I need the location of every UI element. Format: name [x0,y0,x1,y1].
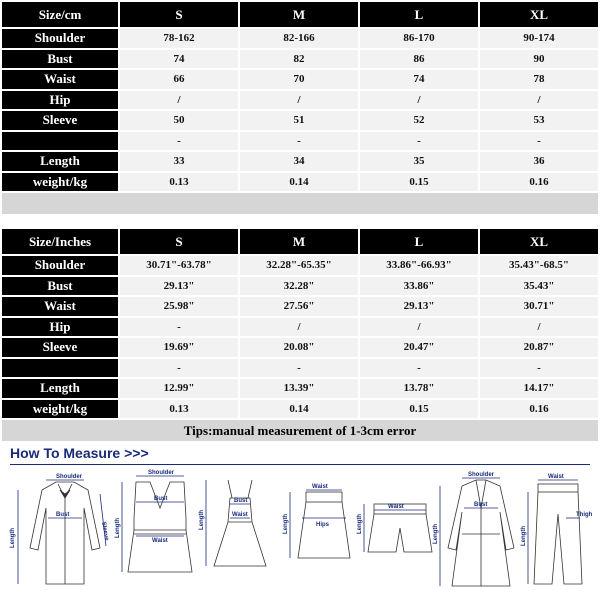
diagram-label: Length [10,528,16,548]
diagram-label: Thigh [576,512,593,518]
row-label [2,132,118,151]
row-label: Waist [2,70,118,89]
diagram-label: Length [521,526,527,546]
diagram-label: Hips [316,522,330,528]
row-label: Hip [2,318,118,337]
table-cell: 12.99" [120,379,238,398]
table-cell: 52 [360,111,478,130]
table-row [2,359,598,378]
table-cell: 33 [120,152,238,171]
row-label: Length [2,152,118,171]
table-cell: / [480,91,598,110]
table-cell: 66 [120,70,238,89]
table-cell: 35.43" [480,277,598,296]
table-cell: 29.13" [360,297,478,316]
row-label: Bust [2,277,118,296]
table-row [2,91,598,110]
table-row [2,297,598,316]
coat-diagram [448,480,514,586]
table-row [2,132,598,151]
table-cell: / [240,91,358,110]
table-cell: - [360,359,478,378]
table-row [2,338,598,357]
diagram-label: Length [115,518,121,538]
table-cell: - [120,132,238,151]
header-cell-m: M [240,2,358,27]
diagram-label: Waist [548,474,564,480]
table-cell: 13.39" [240,379,358,398]
diagram-label: Length [199,510,205,530]
tips-banner: Tips:manual measurement of 1-3cm error [2,420,598,441]
table-row [2,70,598,89]
table-cell: 0.14 [240,173,358,192]
table-cell: 32.28" [240,277,358,296]
table-cell: 20.08" [240,338,358,357]
header-cell-m: M [240,229,358,254]
row-label: weight/kg [2,400,118,419]
table-cell: 30.71" [480,297,598,316]
table-cell: 20.47" [360,338,478,357]
table-header-row [2,2,598,27]
table-cell: 82-166 [240,29,358,48]
table-row [2,111,598,130]
table-cell: 33.86" [360,277,478,296]
table-row [2,256,598,275]
table-cell: - [120,359,238,378]
row-label: Hip [2,91,118,110]
header-cell-size-cm: Size/cm [2,2,118,27]
table-cell: 20.87" [480,338,598,357]
table-row [2,379,598,398]
header-cell-l: L [360,229,478,254]
diagram-label: Length [283,514,289,534]
header-cell-s: S [120,229,238,254]
diagram-label: Bust [154,496,168,502]
diagram-label: Bust [474,502,488,508]
row-label: weight/kg [2,173,118,192]
table-cell: 0.16 [480,400,598,419]
table-cell: / [120,91,238,110]
table-cell: 0.14 [240,400,358,419]
table-cell: 74 [120,50,238,69]
header-cell-xl: XL [480,229,598,254]
table-cell: / [360,91,478,110]
size-table-cm [0,0,600,193]
diagram-label: Waist [388,504,404,510]
table-cell: 86 [360,50,478,69]
shorts-diagram [368,504,432,552]
row-label: Sleeve [2,111,118,130]
blouse-diagram [30,482,100,584]
header-cell-xl: XL [480,2,598,27]
table-cell: 0.13 [120,173,238,192]
diagram-label: Shoulder [468,472,495,478]
measurement-diagrams [0,468,600,598]
diagram-label: Sleeve [100,521,110,542]
row-label: Shoulder [2,256,118,275]
table-cell: 33.86"-66.93" [360,256,478,275]
header-cell-s: S [120,2,238,27]
row-label: Shoulder [2,29,118,48]
table-header-row [2,229,598,254]
diagram-label: Shoulder [56,474,83,480]
table-cell: - [240,359,358,378]
table-cell: 50 [120,111,238,130]
table-cell: 35 [360,152,478,171]
table-row [2,173,598,192]
table-cell: 70 [240,70,358,89]
table-cell: 30.71"-63.78" [120,256,238,275]
pants-diagram [534,484,582,584]
table-cell: - [480,359,598,378]
table-cell: - [240,132,358,151]
table-cell: - [360,132,478,151]
row-label: Bust [2,50,118,69]
table-cell: / [360,318,478,337]
row-label: Length [2,379,118,398]
table-cell: 29.13" [120,277,238,296]
diagram-label: Shoulder [148,470,175,476]
table-cell: 27.56" [240,297,358,316]
table-cell: 53 [480,111,598,130]
table-cell: 90-174 [480,29,598,48]
table-cell: 35.43"-68.5" [480,256,598,275]
separator-band [2,193,598,214]
row-label: Sleeve [2,338,118,357]
diagram-label: Bust [56,512,70,518]
table-cell: / [480,318,598,337]
table-cell: 32.28"-65.35" [240,256,358,275]
table-cell: 90 [480,50,598,69]
table-cell: 36 [480,152,598,171]
table-row [2,152,598,171]
table-cell: 0.15 [360,173,478,192]
table-cell: - [120,318,238,337]
table-cell: 78-162 [120,29,238,48]
dress-diagram [214,480,266,566]
table-cell: 0.13 [120,400,238,419]
diagram-label: Waist [232,512,248,518]
table-cell: 34 [240,152,358,171]
heading-underline [10,464,590,465]
table-row [2,318,598,337]
row-label [2,359,118,378]
table-cell: 82 [240,50,358,69]
table-row [2,277,598,296]
table-cell: 19.69" [120,338,238,357]
diagram-label: Length [357,514,363,534]
table-row [2,29,598,48]
diagram-label: Bust [234,498,248,504]
size-table-inches [0,227,600,420]
header-cell-l: L [360,2,478,27]
table-cell: 74 [360,70,478,89]
table-row [2,400,598,419]
table-cell: 0.15 [360,400,478,419]
diagram-label: Waist [312,484,328,490]
how-to-measure-heading: How To Measure >>> [10,445,149,461]
table-cell: 0.16 [480,173,598,192]
table-cell: 25.98" [120,297,238,316]
table-cell: / [240,318,358,337]
diagram-label: Length [433,524,439,544]
table-cell: 13.78" [360,379,478,398]
table-cell: 86-170 [360,29,478,48]
table-cell: 14.17" [480,379,598,398]
header-cell-size-inches: Size/Inches [2,229,118,254]
table-row [2,50,598,69]
diagram-label: Waist [152,538,168,544]
table-cell: 78 [480,70,598,89]
row-label: Waist [2,297,118,316]
table-cell: 51 [240,111,358,130]
table-cell: - [480,132,598,151]
